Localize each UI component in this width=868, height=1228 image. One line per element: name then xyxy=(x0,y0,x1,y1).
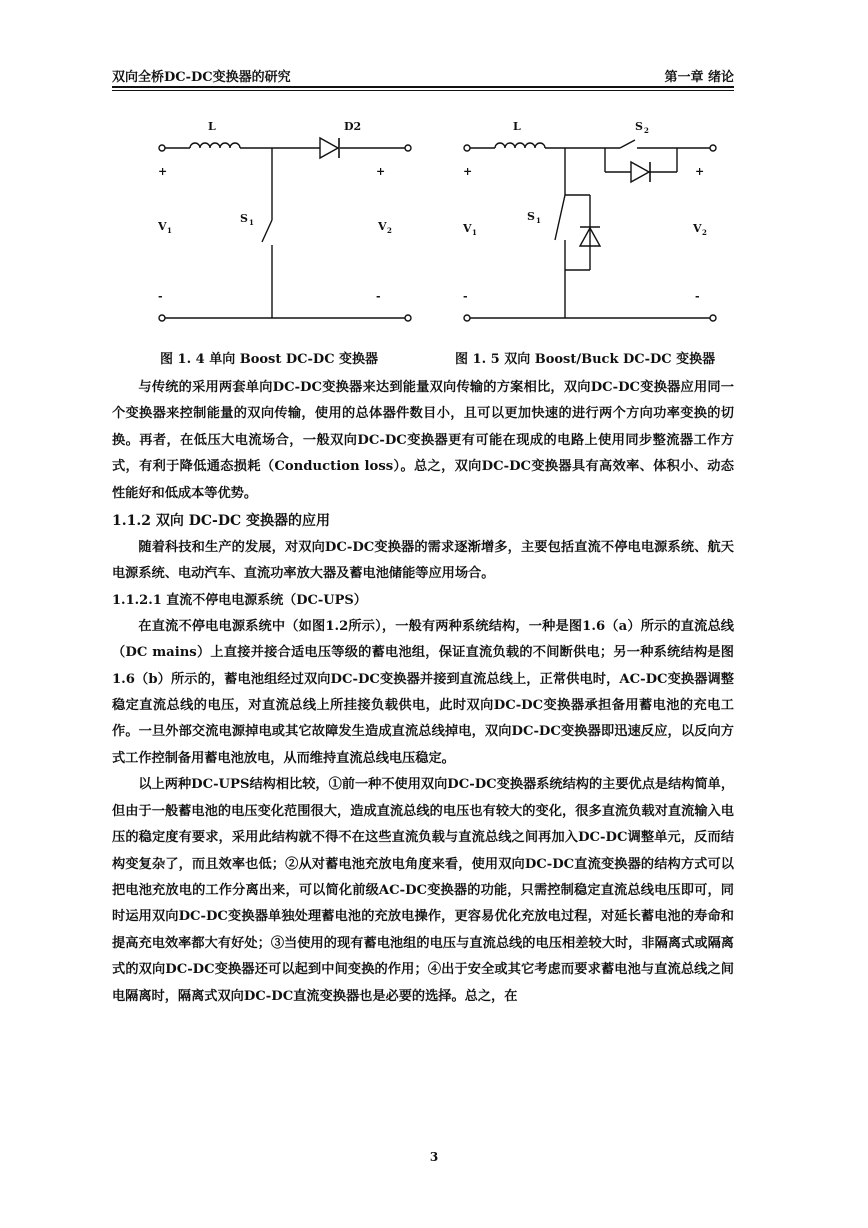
fig14-label-v2: V xyxy=(378,220,387,233)
figure-1-4-caption: 图 1. 4 单向 Boost DC-DC 变换器 xyxy=(160,352,379,367)
fig15-minus-left: - xyxy=(463,290,468,303)
fig15-label-l: L xyxy=(513,120,521,133)
section-heading-1-1-2: 1.1.2 双向 DC-DC 变换器的应用 xyxy=(112,513,330,530)
fig15-label-v1-sub: 1 xyxy=(472,228,477,237)
fig15-label-v1: V xyxy=(463,222,472,235)
fig15-label-v2: V xyxy=(693,222,702,235)
header-rule-thin xyxy=(112,90,734,91)
paragraph-comparison: 与传统的采用两套单向DC-DC变换器来达到能量双向传输的方案相比，双向DC-DC变换器应用同一个变换器来控制能量的双向传输，使用的总体器件数目小，且可以更加快速的进行两个方向功率变换的切换。再者，在低压大电流场合，一般双向DC-DC变换器更有可能在现成的电路上使用同步整流器工作方式，有利于降低通态损耗（Conduction loss）。总之，双向DC-DC变换器具有高效率、体积小、动态性能好和低成本等优势。 xyxy=(112,380,734,501)
figure-1-5-boost-buck-circuit xyxy=(455,110,725,335)
fig14-plus-left: + xyxy=(158,165,168,178)
fig14-minus-left: - xyxy=(158,290,163,303)
section-heading-1-1-2-1: 1.1.2.1 直流不停电电源系统（DC-UPS） xyxy=(112,592,367,608)
fig14-label-l: L xyxy=(208,120,216,133)
header-rule xyxy=(112,86,734,88)
paragraph-dc-ups-comparison: 以上两种DC-UPS结构相比较，①前一种不使用双向DC-DC变换器系统结构的主要优点是结构简单，但由于一般蓄电池的电压变化范围很大，造成直流总线的电压也有较大的变化，很多直流负载对直流输入电压的稳定度有要求，采用此结构就不得不在这些直流负载与直流总线之间再加入DC-DC调整单元，反而结构变复杂了，而且效率也低；②从对蓄电池充放电角度来看，使用双向DC-DC直流变换器的结构方式可以把电池充放电的工作分离出来，可以简化前级AC-DC变换器的功能，只需控制稳定直流总线电压即可，同时运用双向DC-DC变换器单独处理蓄电池的充放电操作，更容易优化充放电过程，对延长蓄电池的寿命和提高充电效率都大有好处；③当使用的现有蓄电池组的电压与直流总线的电压相差较大时，非隔离式或隔离式的双向DC-DC变换器还可以起到中间变换的作用；④出于安全或其它考虑而要求蓄电池与直流总线之间电隔离时，隔离式双向DC-DC直流变换器也是必要的选择。总之，在 xyxy=(112,777,735,1004)
fig15-label-s2: S xyxy=(635,120,643,133)
fig14-minus-right: - xyxy=(376,290,381,303)
fig15-minus-right: - xyxy=(695,290,700,303)
page-number: 3 xyxy=(429,1150,439,1164)
paragraph-dc-ups-structures: 在直流不停电电源系统中（如图1.2所示），一般有两种系统结构，一种是图1.6（a）所示的直流总线（DC mains）上直接并接合适电压等级的蓄电池组，保证直流负载的不间断供电；另一种系统结构是图1.6（b）所示的，蓄电池组经过双向DC-DC变换器并接到直流总线上，正常供电时，AC-DC变换器调整稳定直流总线的电压，对直流总线上所挂接负载供电，此时双向DC-DC变换器承担备用蓄电池的充电工作。一旦外部交流电源掉电或其它故障发生造成直流总线掉电，双向DC-DC变换器即迅速反应，以反向方式工作控制备用蓄电池放电，从而维持直流总线电压稳定。 xyxy=(112,618,734,766)
fig14-label-s1: S xyxy=(240,212,248,225)
fig14-label-d2: D2 xyxy=(344,120,362,133)
figure-1-5-caption: 图 1. 5 双向 Boost/Buck DC-DC 变换器 xyxy=(455,352,716,367)
fig15-label-v2-sub: 2 xyxy=(702,228,707,237)
fig15-plus-right: + xyxy=(695,165,705,178)
fig14-label-v2-sub: 2 xyxy=(387,226,392,235)
fig14-label-v1-sub: 1 xyxy=(167,226,172,235)
diode-s2-icon xyxy=(631,162,649,182)
diode-d2-icon xyxy=(320,138,338,158)
fig15-plus-left: + xyxy=(463,165,473,178)
fig14-plus-right: + xyxy=(376,165,386,178)
header-thesis-title: 双向全桥DC-DC变换器的研究 xyxy=(112,70,291,85)
fig14-label-v1: V xyxy=(158,220,167,233)
fig15-label-s1: S xyxy=(527,210,535,223)
figure-1-4-boost-circuit xyxy=(150,110,420,335)
fig14-label-s1-sub: 1 xyxy=(249,218,254,227)
header-chapter-title: 第一章 绪论 xyxy=(664,70,734,85)
fig15-label-s1-sub: 1 xyxy=(536,216,541,225)
fig15-label-s2-sub: 2 xyxy=(644,126,649,135)
body-text xyxy=(112,375,734,1010)
paragraph-applications: 随着科技和生产的发展，对双向DC-DC变换器的需求逐渐增多，主要包括直流不停电电源系统、航天电源系统、电动汽车、直流功率放大器及蓄电池储能等应用场合。 xyxy=(112,540,734,582)
